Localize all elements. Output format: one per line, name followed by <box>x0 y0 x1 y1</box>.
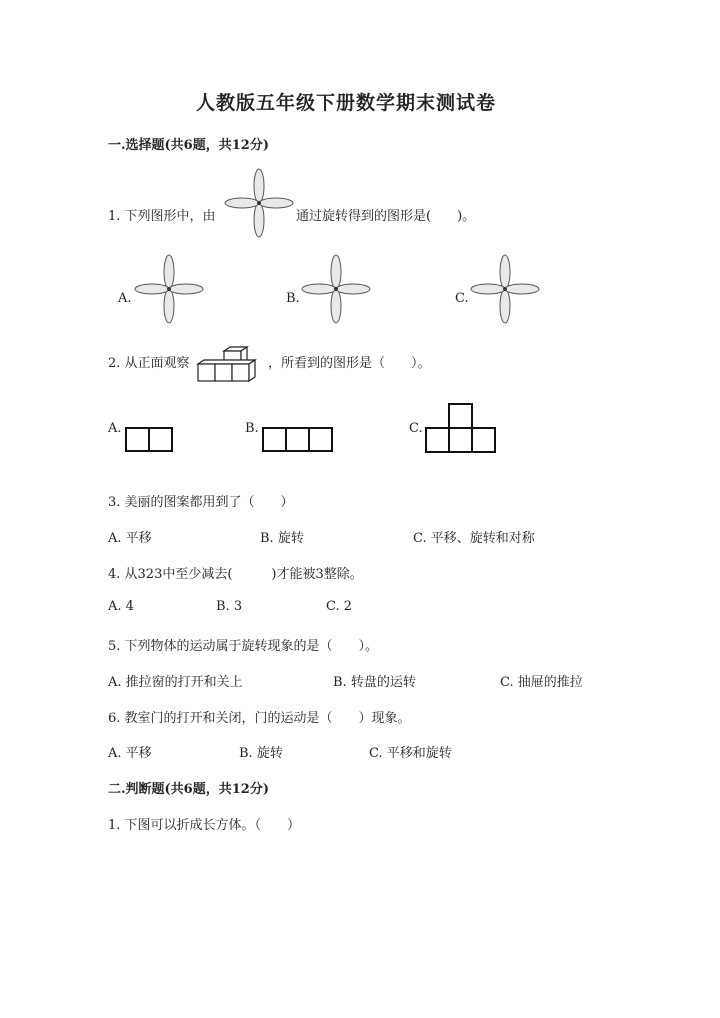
q2-option-c[interactable]: C. <box>409 421 423 436</box>
q4-option-b[interactable]: B. 3 <box>216 599 243 614</box>
q5-stem: 5. 下列物体的运动属于旋转现象的是（ ）。 <box>108 639 379 654</box>
q1-option-a-flower-icon <box>134 253 204 325</box>
q3-stem: 3. 美丽的图案都用到了（ ） <box>108 495 294 510</box>
q4-stem: 4. 从323中至少减去( )才能被3整除。 <box>108 567 363 582</box>
q2-option-c-squares <box>425 403 497 453</box>
q4-option-a[interactable]: A. 4 <box>108 599 134 614</box>
q5-option-a[interactable]: A. 推拉窗的打开和关上 <box>108 675 243 690</box>
q2-suffix: ，所看到的图形是（ ）。 <box>268 356 431 371</box>
q2-option-a-squares <box>125 427 173 453</box>
q6-option-a[interactable]: A. 平移 <box>108 746 152 761</box>
q4-option-c[interactable]: C. 2 <box>326 599 353 614</box>
q1-option-c[interactable]: C. <box>455 291 469 306</box>
q2-option-a[interactable]: A. <box>108 421 122 436</box>
q2-cube-stack-icon <box>196 346 266 386</box>
q6-option-c[interactable]: C. 平移和旋转 <box>369 746 452 761</box>
q1-prefix: 1. 下列图形中，由 <box>108 209 216 224</box>
q1-option-b[interactable]: B. <box>286 291 300 306</box>
judgement-q1-stem: 1. 下图可以折成长方体。（ ） <box>108 818 301 833</box>
q2-prefix: 2. 从正面观察 <box>108 356 190 371</box>
q3-option-c[interactable]: C. 平移、旋转和对称 <box>413 531 535 546</box>
page-title: 人教版五年级下册数学期末测试卷 <box>196 92 497 114</box>
q1-option-a[interactable]: A. <box>118 291 132 306</box>
q2-option-b[interactable]: B. <box>245 421 259 436</box>
q3-option-a[interactable]: A. 平移 <box>108 531 152 546</box>
q1-option-c-flower-icon <box>470 253 540 325</box>
q6-option-b[interactable]: B. 旋转 <box>239 746 283 761</box>
section-choice-heading: 一.选择题(共6题，共12分) <box>108 138 269 153</box>
q5-option-b[interactable]: B. 转盘的运转 <box>333 675 416 690</box>
q1-reference-flower-icon <box>226 168 292 238</box>
q6-stem: 6. 教室门的打开和关闭，门的运动是（ ）现象。 <box>108 711 411 726</box>
q1-option-b-flower-icon <box>301 253 371 325</box>
q2-option-b-squares <box>262 427 334 453</box>
q5-option-c[interactable]: C. 抽屉的推拉 <box>500 675 583 690</box>
section-judgement-heading: 二.判断题(共6题，共12分) <box>108 782 269 797</box>
q1-suffix: 通过旋转得到的图形是( )。 <box>296 209 476 224</box>
q3-option-b[interactable]: B. 旋转 <box>260 531 304 546</box>
